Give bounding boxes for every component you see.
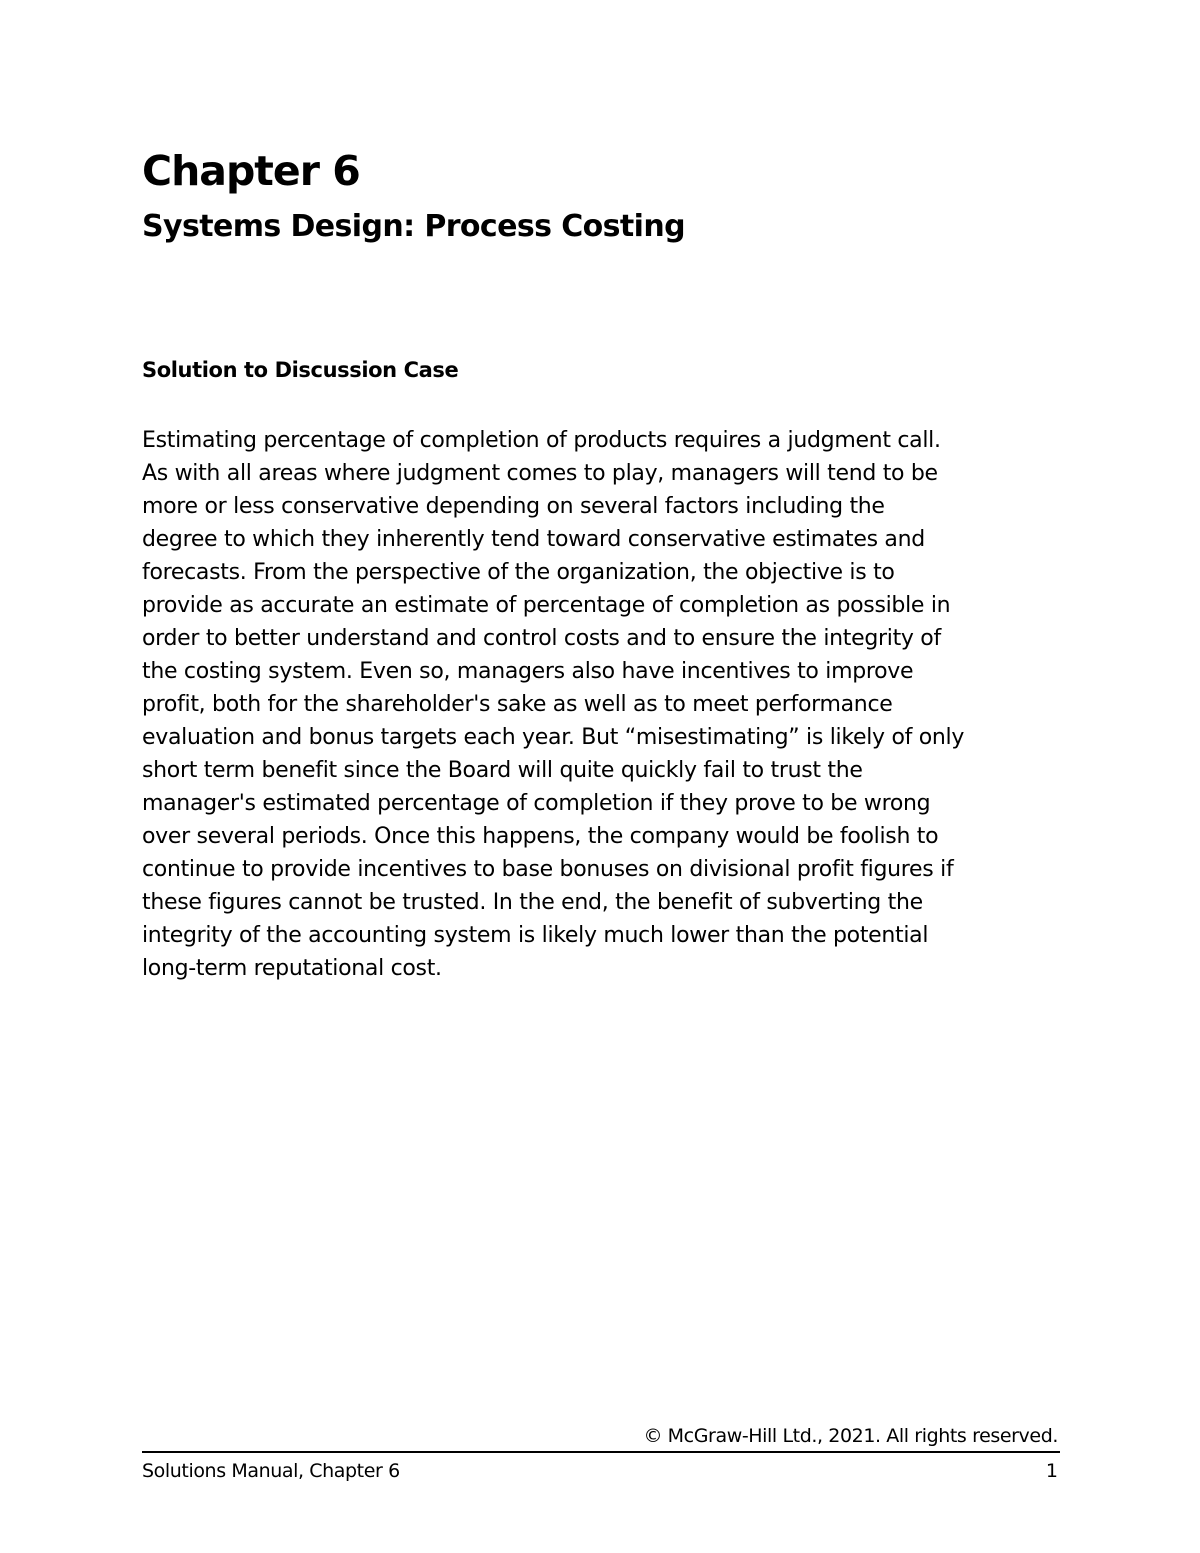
body-paragraph: [142, 424, 1072, 985]
page-number: 1: [1045, 1460, 1058, 1482]
chapter-subtitle: Systems Design: Process Costing: [142, 209, 685, 244]
body-line: profit, both for the shareholder's sake as well as to meet performance: [142, 692, 893, 717]
body-line: continue to provide incentives to base bonuses on divisional profit figures if: [142, 857, 954, 882]
body-line: provide as accurate an estimate of percentage of completion as possible in: [142, 593, 951, 618]
body-line: As with all areas where judgment comes to play, managers will tend to be: [142, 461, 938, 486]
body-line: these figures cannot be trusted. In the end, the benefit of subverting the: [142, 890, 923, 915]
footer-divider: [142, 1451, 1060, 1453]
copyright-notice: © McGraw-Hill Ltd., 2021. All rights reserved.: [643, 1425, 1058, 1447]
body-line: integrity of the accounting system is likely much lower than the potential: [142, 923, 929, 948]
body-line: more or less conservative depending on several factors including the: [142, 494, 885, 519]
body-line: forecasts. From the perspective of the organization, the objective is to: [142, 560, 895, 585]
body-line: the costing system. Even so, managers also have incentives to improve: [142, 659, 914, 684]
body-line: short term benefit since the Board will quite quickly fail to trust the: [142, 758, 863, 783]
footer-manual-label: Solutions Manual, Chapter 6: [142, 1460, 400, 1482]
body-line: over several periods. Once this happens, the company would be foolish to: [142, 824, 939, 849]
body-line: degree to which they inherently tend toward conservative estimates and: [142, 527, 925, 552]
chapter-title: Chapter 6: [142, 147, 360, 195]
body-line: order to better understand and control costs and to ensure the integrity of: [142, 626, 941, 651]
body-line: Estimating percentage of completion of products requires a judgment call.: [142, 428, 941, 453]
body-line: long-term reputational cost.: [142, 956, 442, 981]
body-line: manager's estimated percentage of completion if they prove to be wrong: [142, 791, 931, 816]
body-line: evaluation and bonus targets each year. But “misestimating” is likely of only: [142, 725, 965, 750]
section-heading: Solution to Discussion Case: [142, 358, 459, 382]
